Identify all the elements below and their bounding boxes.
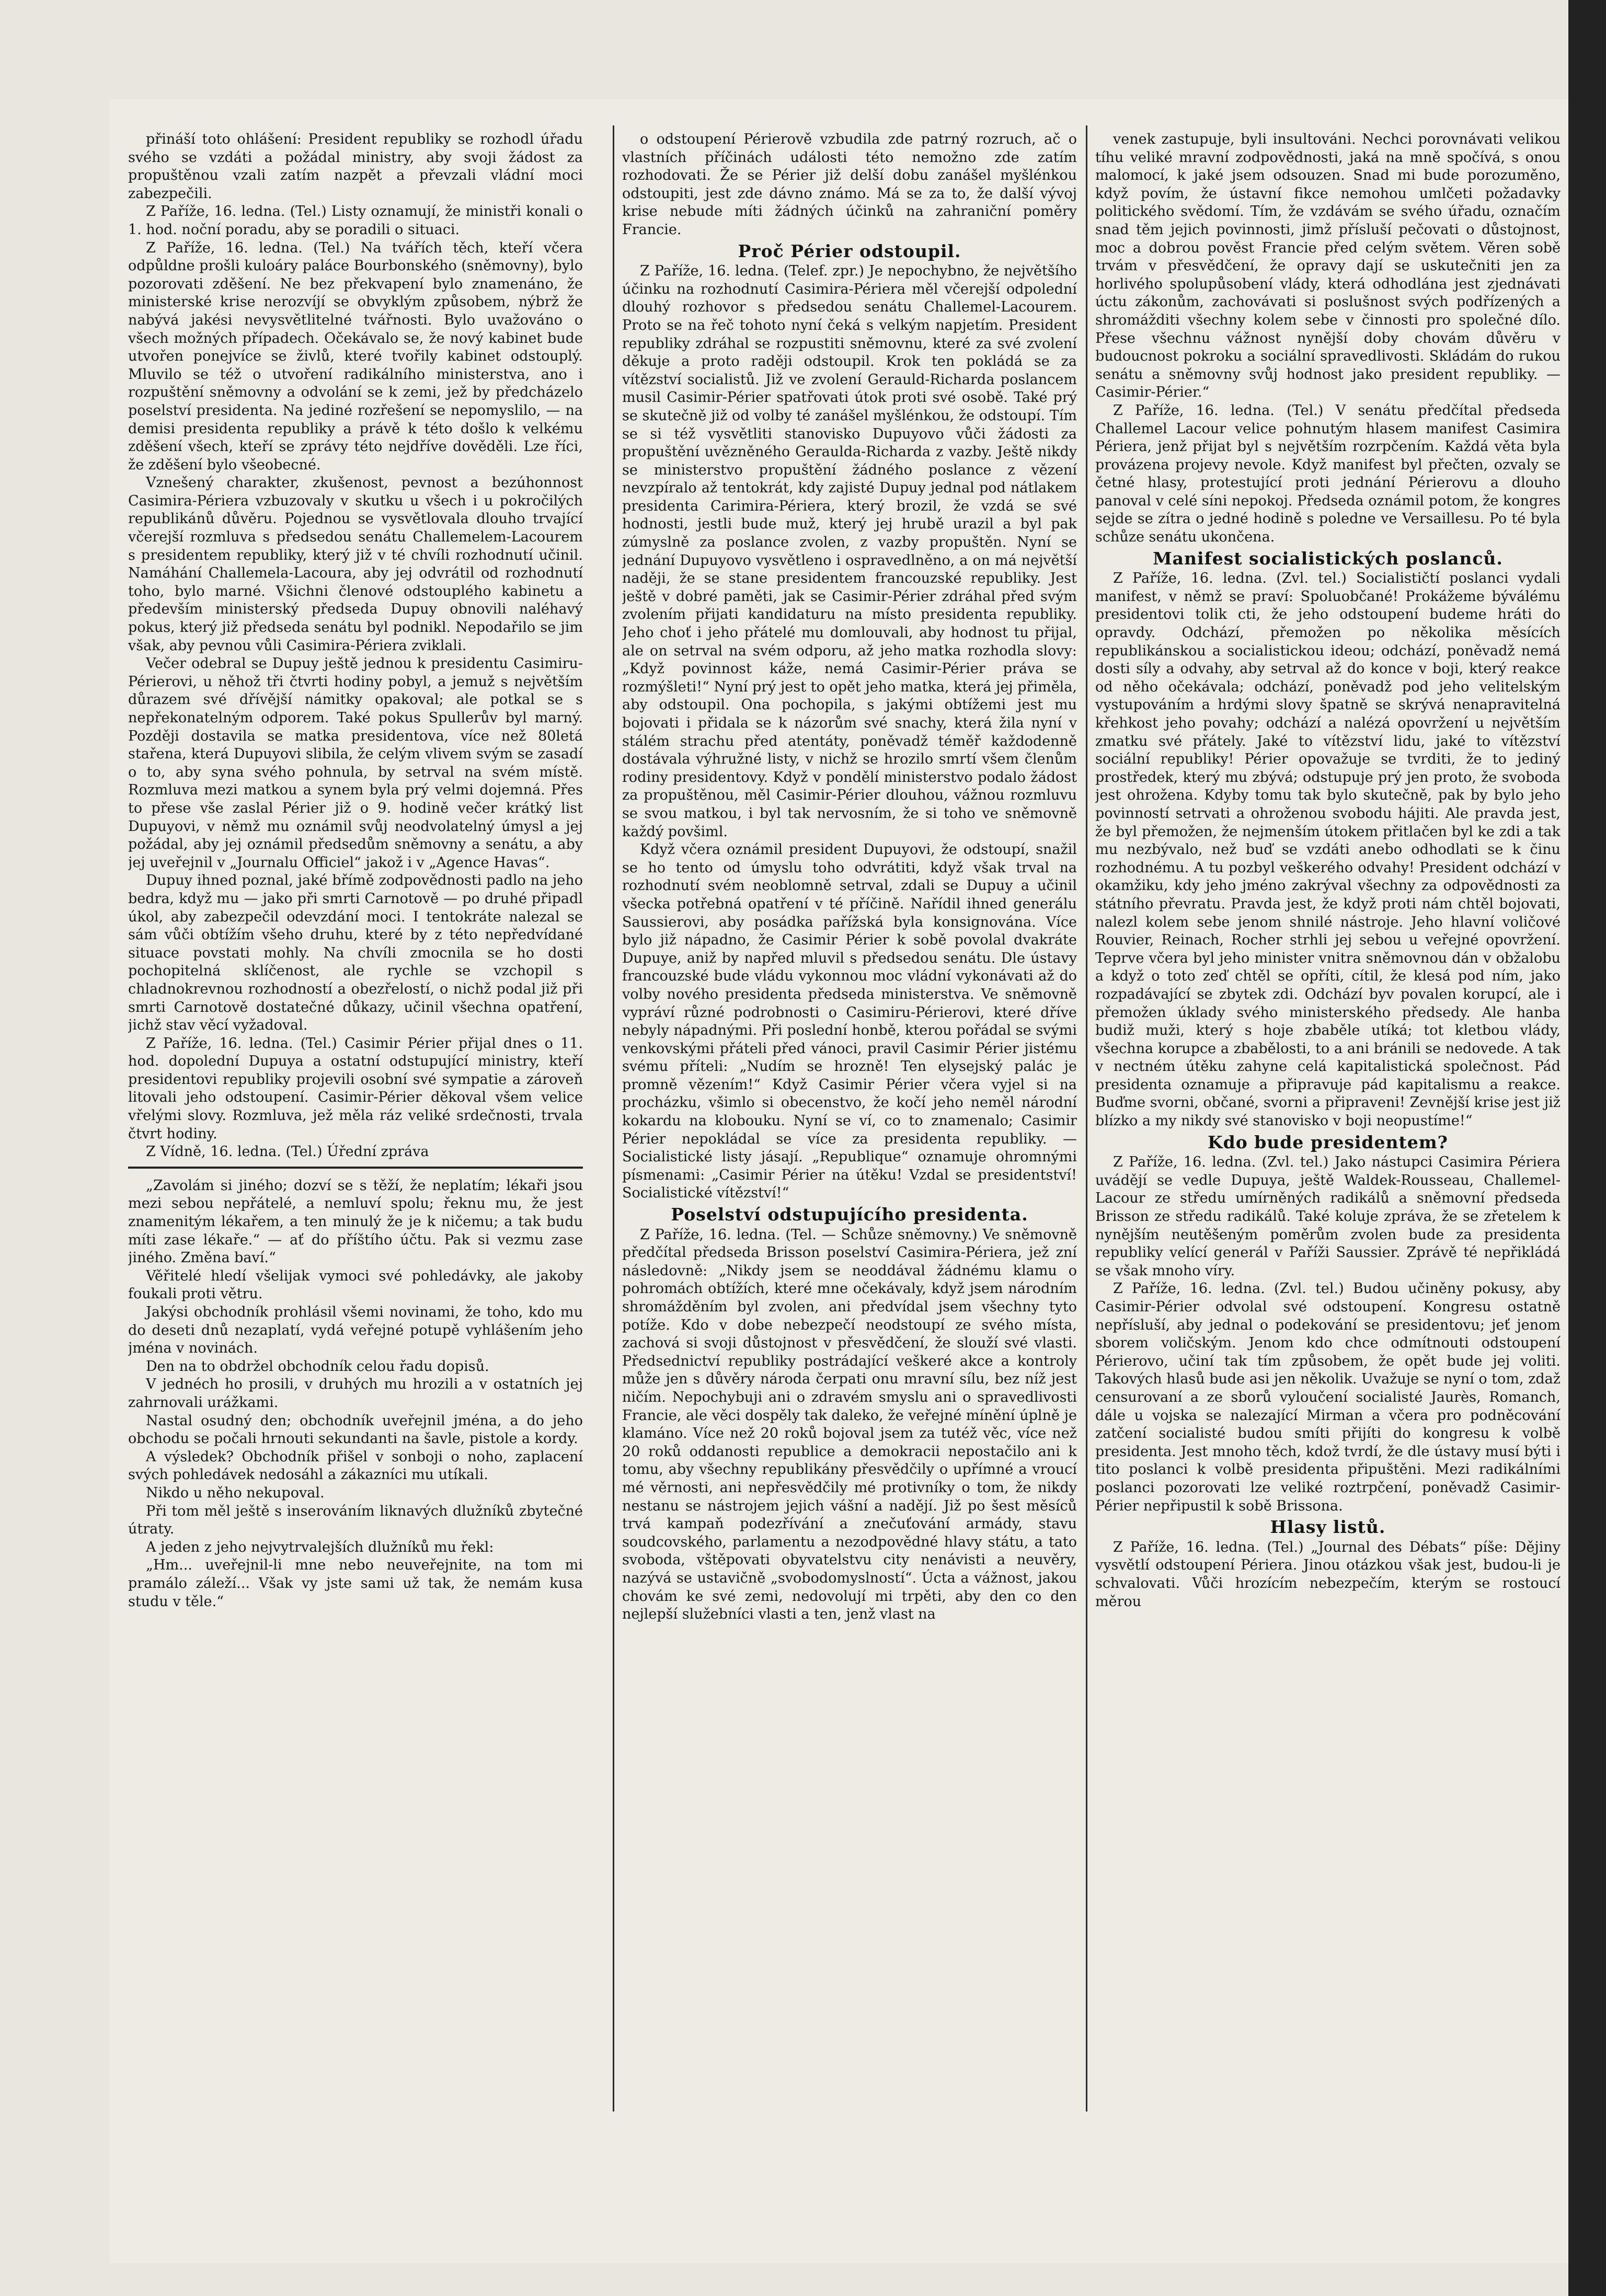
paragraph: Vznešený charakter, zkušenost, pevnost a bezúhonnost Casimira-Périera vzbuzovaly v skutku u všech i u pokročilých republikánů důvěru. Pojednou se vysvětlovala dlouho trvající včerejší rozmluva s předsedou senátu Challemelem-Lacourem s presidentem republiky, který již v té chvíli rozhodnutí učinil. Namáhání Challemela-Lacoura, aby jej odvrátil od rozhodnutí toho, bylo marné. Všichni členové odstouplého kabinetu a především ministerský předseda Dupuy obnovili naléhavý pokus, který již předseda senátu byl podnikl. Nepodařilo se jim však, aby pevnou vůli Casimira-Périera zviklali. (128, 475, 583, 654)
paragraph: Z Paříže, 16. ledna. (Tel.) Na tvářích těch, kteří včera odpůldne prošli kuloáry paláce Bourbonského (sněmovny), bylo pozorovati zděšení. Ne bez překvapení bylo znamenáno, že ministerské krise nerozvíjí se obvyklým způsobem, nýbrž že nabývá jakési nevysvětlitelné tvářnosti. Bylo uvažováno o všech možných případech. Očekávalo se, že nový kabinet bude utvořen ponejvíce se živlů, které tvořily kabinet odstouplý. Mluvilo se též o utvoření radikálního ministerstva, ano i rozpuštění sněmovny a odvolání se k zemi, jež by předcházelo poselství presidenta. Na jediné rozřešení se nepomyslilo, — na demisi presidenta republiky a právě k této došlo k velkému zděšení všech, kteří se zprávy této nejdříve dověděli. Lze říci, že zděšení bylo všeobecné. (128, 239, 583, 473)
paragraph: Z Paříže, 16. ledna. (Tel. — Schůze sněmovny.) Ve sněmovně předčítal předseda Brisson poselství Casimira-Périera, jež zní následovně: „Nikdy jsem se neoddával žádnému klamu o pohromách obtížích, které mne očekávaly, když jsem národním shromážděním byl zvolen, ani předvídal jsem všechny tyto potíže. Kdo v dobe nebezpečí neodstoupí ze svého místa, zachová si svoji důstojnost v přesvědčení, že slouží své vlasti. Předsednictví republiky postrádající veškeré akce a kontroly může jen s důvěry národa čerpati onu mravní sílu, bez níž jest ničím. Nepochybuji ani o zdravém smyslu ani o spravedlivosti Francie, ale věci dospěly tak daleko, že veřejné mínění úplně je klamáno. Více než 20 roků bojoval jsem za tutéž věc, více než 20 roků oddanosti republice a demokracii nepostačilo ani k tomu, aby všechny republikány přesvědčily o upřímné a vroucí mé věrnosti, ani nepřesvědčily mé protivníky o tom, že nikdy nestanu se nástrojem jejich vášní a nadějí. Již po šest měsíců trvá kampaň podezřívání a znečuťování armády, stavu soudcovského, parlamentu a nezodpovědné hlavy státu, a tato svoboda, vštěpovati obyvatelstvu city nenávisti a neuvěry, nazývá se ustavičně „svobodomyslností“. Úcta a vážnost, jakou chovám ke své zemi, nedovolují mi trpěti, aby den co den nejlepší služebníci vlasti a ten, jenž vlast na (622, 1226, 1077, 1623)
paragraph: Jakýsi obchodník prohlásil všemi novinami, že toho, kdo mu do deseti dnů nezaplatí, vydá veřejné potupě vyhlášením jeho jména v novinách. (128, 1304, 583, 1357)
section-heading: Poselství odstupujícího presidenta. (671, 1204, 1028, 1225)
column-1 (128, 131, 583, 2176)
paragraph: Nastal osudný den; obchodník uveřejnil jména, a do jeho obchodu se počali hrnouti sekundanti na šavle, pistole a kordy. (128, 1412, 583, 1447)
section-heading: Proč Périer odstoupil. (738, 240, 961, 261)
feuilleton (128, 1177, 583, 1611)
feuilleton-divider (128, 1167, 583, 1169)
paragraph: „Hm... uveřejnil-li mne nebo neuveřejnite, na tom mi pramálo záleží... Však vy jste sami už tak, že nemám kusa studu v těle.“ (128, 1557, 583, 1610)
paragraph: Den na to obdržel obchodník celou řadu dopisů. (146, 1358, 489, 1375)
binding-edge (1568, 0, 1606, 2296)
paragraph: přináší toto ohlášení: President republiky se rozhodl úřadu svého se vzdáti a požádal ministry, aby svoji žádost za propuštěnou vzali zatím nazpět a převzali vládní moci zabezpečili. (128, 131, 583, 202)
paragraph: A výsledek? Obchodník přišel v sonboji o noho, zaplacení svých pohledávek nedosáhl a zákazníci mu utíkali. (128, 1448, 583, 1483)
paragraph: A jeden z jeho nejvytrvalejších dlužníků mu řekl: (146, 1539, 494, 1555)
column-rule (613, 125, 614, 2112)
column-2 (622, 131, 1077, 2176)
paragraph: Z Paříže, 16. ledna. (Zvl. tel.) Socialističtí poslanci vydali manifest, v němž se praví: Spoluobčané! Prokážeme býválému presidentovi tolik cti, že jeho odstoupení budeme hráti do opravdy. Odchází, přemožen po několika měsících republikánskou a socialistickou ideou; odchází, poněvadž nemá dosti síly a odvahy, aby setrval až do konce v boji, který reakce od něho očekávala; odchází, poněvadž pod jeho velitelským vystupováním a hrdými slovy špatně se skrývá nenapravitelná křehkost jeho povahy; odchází a nalézá opovržení u největším zmatku své přátely. Jaké to vítězství lidu, jaké to vítězství sociální republiky! Périer opovažuje se tvrditi, že to jediný prostředek, který mu zbývá; odstupuje prý jen proto, že svoboda jest ohrožena. Kdyby tomu tak bylo skutečně, pak by bylo jeho povinností setrvati a ohroženou svobodu hájiti. Ale pravda jest, že byl přemožen, že nejmenším útokem přitlačen byl ke zdi a tak mu nezbývalo, než buď se vzdáti anebo odhodlati se k činu rozhodnému. A tu pozbyl veškerého odvahy! President odchází v okamžiku, kdy jeho jméno zakrýval všechny za odpovědnosti za státního převratu. Pravda jest, že když proti nám chtěl bojovati, nalezl kolem sebe jenom shnilé nástroje. Jeho hlavní voličové Rouvier, Reinach, Rocher strhli jej sebou u veřejné opovržení. Teprve včera byl jeho minister vnitra sněmovnou dán v obžalobu a když o toto zeď chtěl se opříti, cítil, že klesá pod ním, jako rozpadávající se zbytek zdi. Odchází byv povalen korupcí, ale i přemožen úklady svého ministerského předsedy. Ale hanba budiž muži, který s hoje zbaběle utíká; tot kletbou vlády, všechna korupce a zbabělosti, to a ani bránili se nedovede. A tak v nectném útěku zahyne celá kapitalistická společnost. Pád presidenta oznamuje a připravuje pád kapitalismu a reakce. Buďme svorni, občané, svorni a připraveni! Zevnější krise jest již blízko a my nikdy své stanovisko v boji neopustíme!“ (1095, 570, 1561, 1129)
column-3 (1095, 131, 1561, 2176)
section-heading: Manifest socialistických poslanců. (1153, 548, 1503, 569)
paragraph: Z Paříže, 16. ledna. (Tel.) V senátu předčítal předseda Challemel Lacour velice pohnutým hlasem manifest Casimira Périera, jenž přijat byl s největším rozrpčením. Každá věta byla provázena projevy nevole. Když manifest byl přečten, ozvaly se četné hlasy, protestující proti jednání Périerovu a dlouho panoval v celé síni nepokoj. Předseda oznámil potom, že kongres sejde se zítra o jedné hodině s poledne ve Versaillesu. Po té byla schůze senátu ukončena. (1095, 402, 1561, 546)
paragraph: Z Paříže, 16. ledna. (Tel.) Listy oznamují, že ministři konali o 1. hod. noční poradu, aby se poradili o situaci. (128, 203, 583, 238)
column-rule (1086, 125, 1087, 2112)
paragraph: Z Paříže, 16. ledna. (Zvl. tel.) Jako nástupci Casimira Périera uvádějí se vedle Dupuya, ještě Waldek-Rousseau, Challemel-Lacour ze středu umírněných radikálů a sněmovní předseda Brisson ze středu radikálů. Také koluje zpráva, že se zřetelem k nynějším neutěšeným poměrům zvolen bude za presidenta republiky velící generál v Paříži Saussier. Zprávě té nepřikládá se však mnoho víry. (1095, 1154, 1561, 1279)
paragraph: Z Paříže, 16. ledna. (Tel.) „Journal des Débats“ píše: Dějiny vysvětlí odstoupení Périera. Jinou otázkou však jest, budou-li je schvalovati. Vůči hrozícím nebezpečím, kterým se rostoucí měrou (1095, 1539, 1561, 1610)
paragraph: Věřitelé hledí všelijak vymoci své pohledávky, ale jakoby foukali proti větru. (128, 1267, 583, 1302)
paragraph: V jednéch ho prosili, v druhých mu hrozili a v ostatních jej zahrnovali urážkami. (128, 1376, 583, 1411)
section-heading: Kdo bude presidentem? (1207, 1132, 1448, 1152)
section-heading: Hlasy listů. (1270, 1517, 1386, 1538)
paragraph: Z Paříže, 16. ledna. (Telef. zpr.) Je nepochybno, že největšího účinku na rozhodnutí Casimira-Périera měl včerejší odpolední dlouhý rozhovor s předsedou senátu Challemel-Lacourem. Proto se na řeč tohoto nyní čeká s velkým napjetím. President republiky zdráhal se rozpustiti sněmovnu, které za své zvolení děkuje a proto raději odstoupil. Krok ten pokládá se za vítězství socialistů. Již ve zvolení Gerauld-Richarda poslancem musil Casimir-Périer spatřovati útok proti své osobě. Také prý se skutečně již od volby té zanášel myšlénkou, že odstoupí. Tím se si též vysvětliti stanovisko Dupuyovo vůči žádosti za propuštění uvězněného Geraulda-Richarda z vazby. Ještě nikdy se ministerstvo propuštění žádného poslance z vězení nevzpíralo až tentokrát, kdy zajisté Dupuy jednal pod nátlakem presidenta Carimira-Périera, který brozil, že vzdá se své hodnosti, jestli bude muž, který jej hrubě urazil a byl pak zúmyslně za poslance zvolen, z vazby propuštěn. Nyní se jednání Dupuyovo vysvětleno i ospravedlněno, a on má největší naději, že se stane presidentem francouzské republiky. Jest ještě v dobré paměti, jak se Casimir-Périer zdráhal před svým zvolením přijati kandidaturu na místo presidenta republiky. Jeho choť i jeho přátelé mu domlouvali, aby hodnost tu přijal, ale on setrval na svém odporu, až jeho matka rozhodla slovy: „Když povinnost káže, nemá Casimir-Périer práva se rozmýšleti!“ Nyní prý jest to opět jeho matka, která jej přiměla, aby odstoupil. Ona pochopila, s jakými obtížemi jest mu bojovati i přidala se k názorům své snachy, která žila nyní v stálém strachu před atentáty, poněvadž téměř každodenně dostávala výhružné listy, v nichž se hrozilo smrtí všem členům rodiny presidentovy. Když v pondělí ministerstvo podalo žádost za propuštěnou, měl Casimir-Périer dlouhou, vážnou rozmluvu se svou matkou, i byl tak nervosním, že si toho ve sněmovně každý povšiml. (622, 263, 1077, 840)
paragraph: „Zavolám si jiného; dozví se s těží, že neplatím; lékaři jsou mezi sebou nepřátelé, a nemluví spolu; řeknu mu, že jest znamenitým lékařem, a ten minulý že je k ničemu; a tak budu míti zase lékaře.“ — ať do příštího účtu. Pak si vezmu zase jiného. Změna baví.“ (128, 1177, 583, 1266)
paragraph: o odstoupení Périerově vzbudila zde patrný rozruch, ač o vlastních příčinách události této nemožno zde zatím rozhodovati. Že se Périer již delší dobu zanášel myšlénkou odstoupiti, jest zde dávno známo. Má se za to, že další vývoj krise nebude míti žádných účinků na zahraniční poměry Francie. (622, 131, 1077, 238)
paragraph: Z Paříže, 16. ledna. (Tel.) Casimir Périer přijal dnes o 11. hod. dopolední Dupuya a ostatní odstupující ministry, kteří presidentovi republiky projevili osobní své sympatie a zároveň litovali jeho odstoupení. Casimir-Périer děkoval všem velice vřelými slovy. Rozmluva, jež měla ráz veliké srdečnosti, trvala čtvrt hodiny. (128, 1035, 583, 1142)
paragraph: Nikdo u něho nekupoval. (146, 1484, 325, 1501)
paragraph: Při tom měl ještě s inserováním liknavých dlužníků zbytečné útraty. (128, 1503, 583, 1538)
paragraph: Z Paříže, 16. ledna. (Zvl. tel.) Budou učiněny pokusy, aby Casimir-Périer odvolal své odstoupení. Kongresu ostatně nepřísluší, aby jednal o podekování se presidentovu; jeť jenom sborem voličským. Jenom kdo chce odmítnouti odstoupení Périerovo, učiní tak tím způsobem, že opět bude jej voliti. Takových hlasů bude asi jen několik. Uvažuje se nyní o tom, zdaž censurovaní a ze sborů vyloučení socialisté Jaurès, Romanch, dále u vojska se nalezající Mirman a včera pro podněcování zatčení socialisté budou smíti přijíti do kongresu k volbě presidenta. Jest mnoho těch, kdož tvrdí, že dle ústavy musí býti i tito poslanci k volbě presidenta připuštěni. Mezi radikálními poslanci pozorovati lze veliké roztrpčení, poněvadž Casimir-Périer nepřipustil k sobě Brissona. (1095, 1280, 1561, 1514)
paragraph: Z Vídně, 16. ledna. (Tel.) Úřední zpráva (146, 1144, 429, 1160)
paragraph: venek zastupuje, byli insultováni. Nechci porovnávati velikou tíhu veliké mravní zodpovědnosti, jaká na mně spočívá, s onou malomocí, k jaké jsem odsouzen. Snad mi bude porozuměno, když povím, že ústavní fikce nemohou umlčeti požadavky politického svědomí. Tím, že vzdávám se svého úřadu, označím snad těm jejich povinnosti, jimž přísluší pečovati o důstojnost, moc a dobrou pověst Francie před celým světem. Věren sobě trvám v přesvědčení, že opravy dají se uskutečniti jen za horlivého spolupůsobení vlády, která odhodlána jest zjednávati úctu zákonům, zachovávati si poslušnost svých podřízených a shromážditi všechny kolem sebe v činnosti pro společné dílo. Přese všechnu vážnost nynější doby chovám důvěru v budoucnost pokroku a sociální spravedlivosti. Skládám do rukou senátu a sněmovny svůj hodnost jako president republiky. — Casimir-Périer.“ (1095, 131, 1561, 401)
paragraph: Večer odebral se Dupuy ještě jednou k presidentu Casimiru-Périerovi, u něhož tři čtvrti hodiny pobyl, a jemuž s největším důrazem své dřívější námitky opakoval; ale potkal se s nepřekonatelným odporem. Také pokus Spullerův byl marný. Později dostavila se matka presidentova, více než 80letá stařena, která Dupuyovi slibila, že celým vlivem svým se zasadí o to, aby syna svého pohnula, by setrval na svém místě. Rozmluva mezi matkou a synem byla prý velmi dojemná. Přes to přese vše zaslal Périer již o 9. hodině večer krátký list Dupuyovi, v němž mu oznámil svůj neodvolatelný úmysl a jej požádal, aby jej oznámil předsedům sněmovny a senátu, a aby jej uveřejnil v „Journalu Officiel“ jakož i v „Agence Havas“. (128, 655, 583, 871)
paragraph: Když včera oznámil president Dupuyovi, že odstoupí, snažil se ho tento od úmyslu toho odvrátiti, když však trval na rozhodnutí svém neoblomně setrval, zdali se Dupuy a učinil všecka potřebná opatření v té příčině. Nařídil ihned generálu Saussierovi, aby posádka pařížská byla konsignována. Více bylo již nápadno, že Casimir Périer k sobě povolal dvakráte Dupuye, aniž by napřed mluvil s předsedou senátu. Dle ústavy francouzské bude vládu vykonnou moc vládní vykonávati až do volby nového presidenta předseda ministerstva. Ve sněmovně vypráví různé podrobnosti o Casimiru-Périerovi, které dříve nebyly nápadnými. Při poslední honbě, kterou pořádal se svými venkovskými přáteli před vánoci, pravil Casimir Périer jistému svému příteli: „Nudím se hrozně! Ten elysejský palác je promně vězením!“ Když Casimir Périer včera vyjel si na procházku, všimlo si obecenstvo, že kočí jeho neměl národní kokardu na klobouku. Nyní se ví, co to znamenalo; Casimir Périer nepokládal se více za presidenta republiky. — Socialistické listy jásají. „Republique“ oznamuje ohromnými písmenami: „Casimir Périer na útěku! Vzdal se presidentství! Socialistické vítězství!“ (622, 841, 1077, 1202)
paragraph: Dupuy ihned poznal, jaké břímě zodpovědnosti padlo na jeho bedra, když mu — jako při smrti Carnotově — po druhé připadl úkol, aby zabezpečil odevzdání moci. I tentokráte nalezal se sám vůči obtížím všeho druhu, které by z této nepředvídané situace povstati mohly. Na chvíli zmocnila se ho dosti pochopitelná sklíčenost, ale rychle se vzchopil s chladnokrevnou rozhodností a obezřelostí, o nichž podal již při smrti Carnotově dostatečné důkazy, učinil všechna opatření, jichž stav věcí vyžadoval. (128, 872, 583, 1034)
